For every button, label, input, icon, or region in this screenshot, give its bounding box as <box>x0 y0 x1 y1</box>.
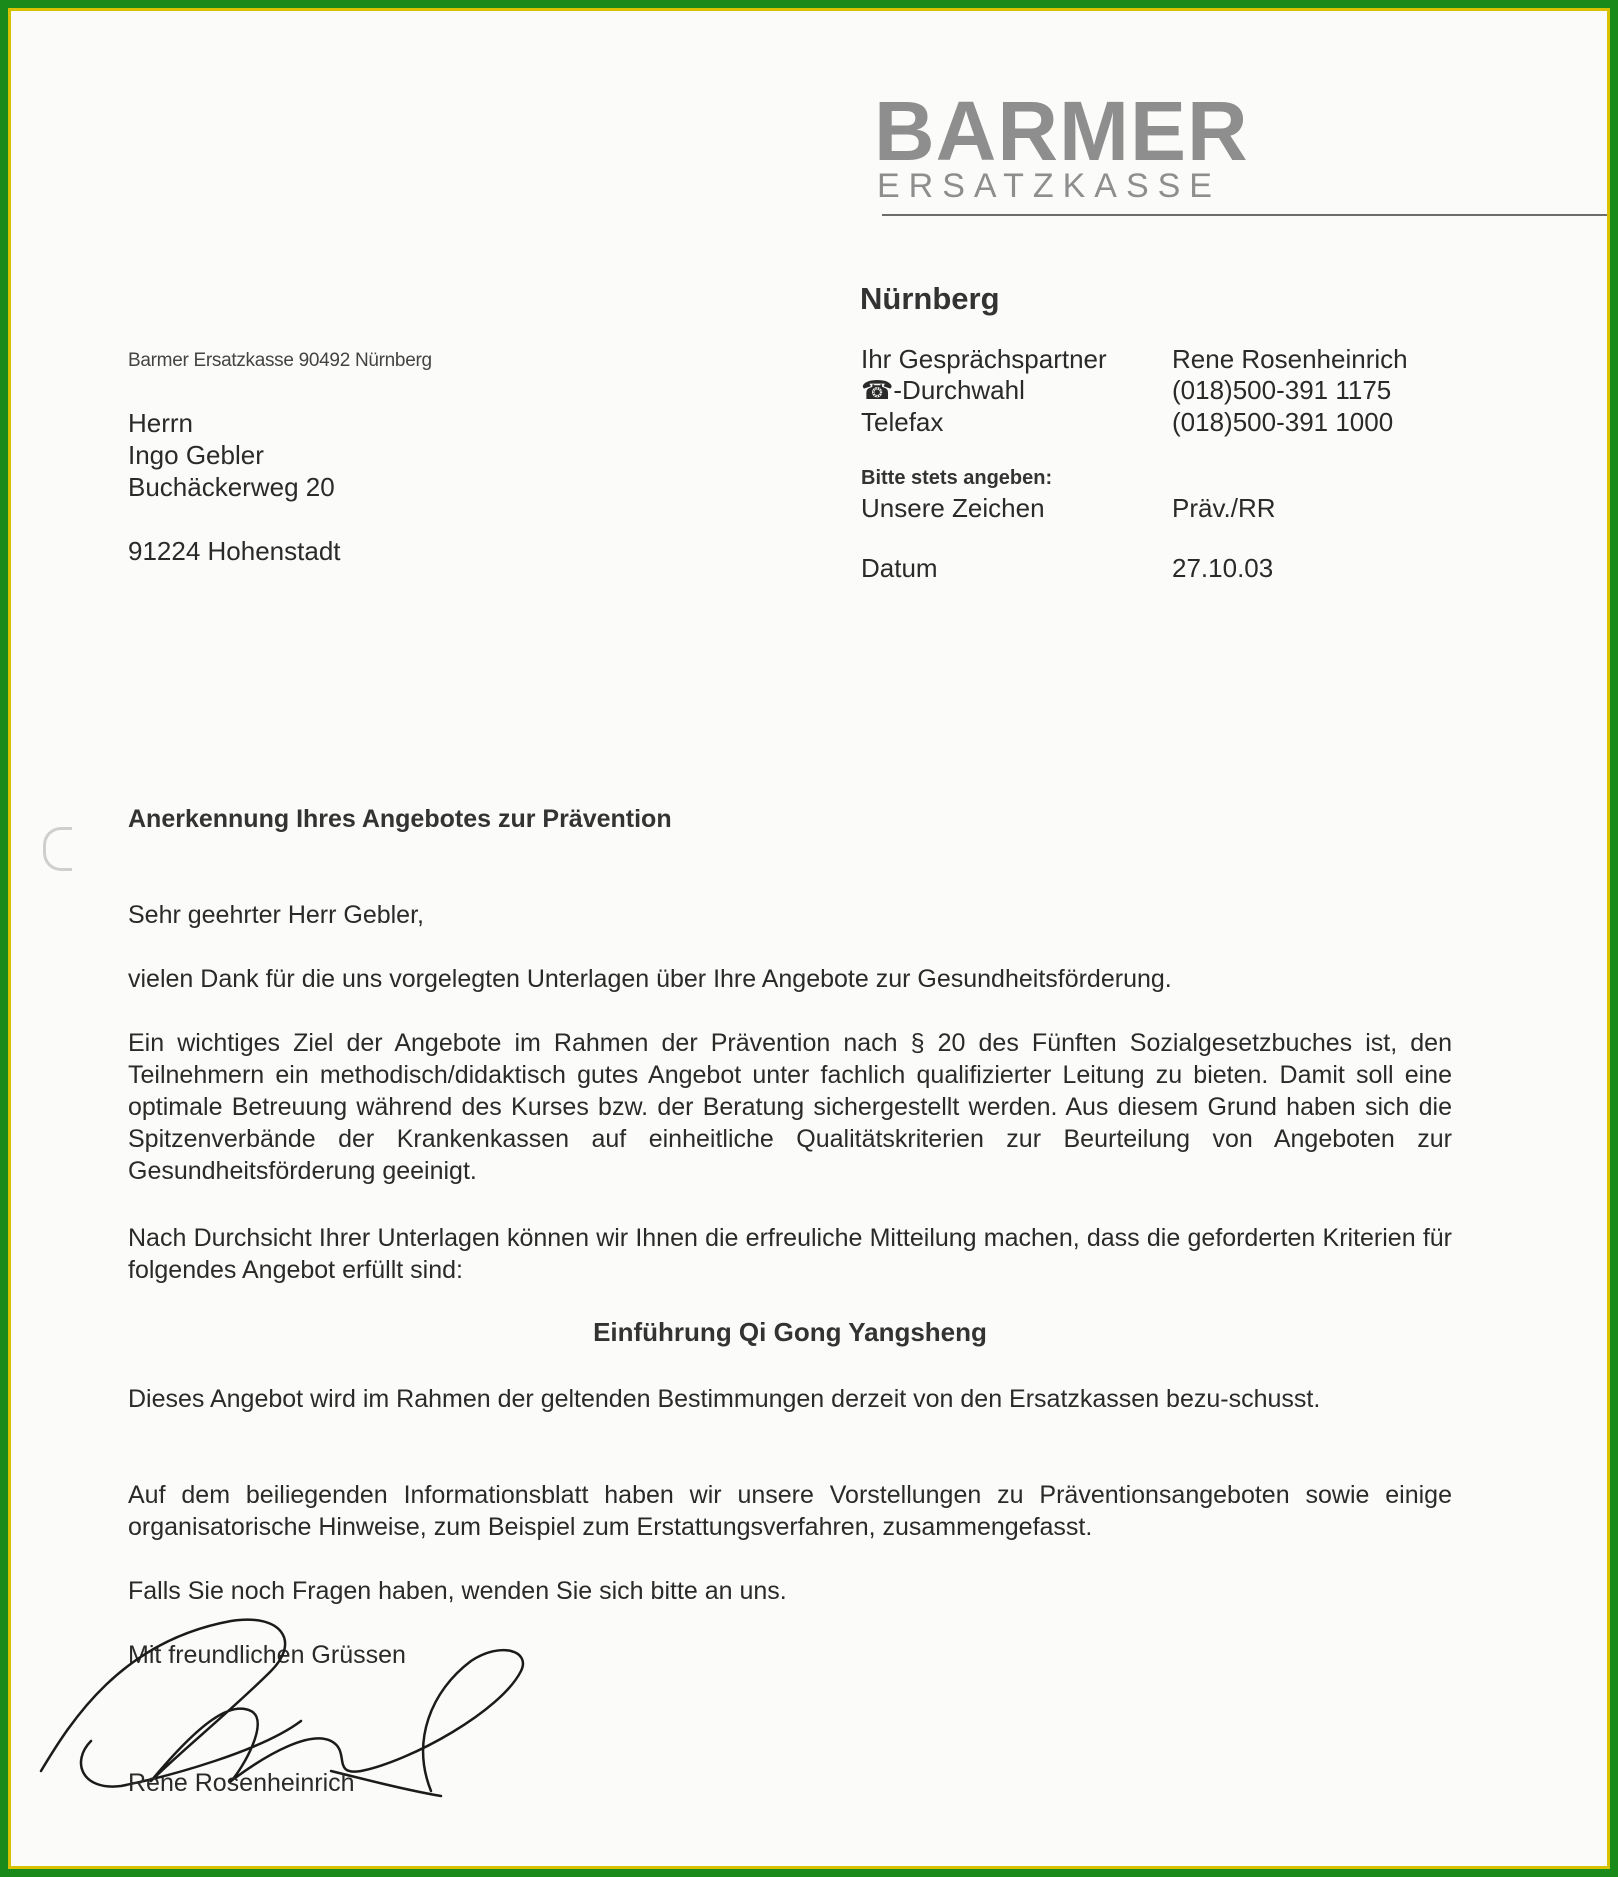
contact-label-phone: ☎-Durchwahl <box>861 375 1025 405</box>
paragraph-goal: Ein wichtiges Ziel der Angebote im Rahmen der Prävention nach § 20 des Fünften Sozialgesetzbuches ist, den Teilnehmern ein methodisch/didaktisch gutes Angebot unter fachlich qualifizierter Leitung zu bieten. Damit soll eine optimale Betreuung während des Kurses bzw. der Beratung sichergestellt werden. Aus diesem Grund haben sich die Spitzenverbände der Krankenkassen auf einheitliche Qualitätskriterien zur Beurteilung von Angeboten zur Gesundheitsförderung geeinigt. <box>128 1029 1452 1185</box>
logo-ersatzkasse: ERSATZKASSE <box>877 167 1221 205</box>
reference-zeichen-label: Unsere Zeichen <box>861 493 1045 523</box>
sender-return-address: Barmer Ersatzkasse 90492 Nürnberg <box>128 350 432 371</box>
recipient-street: Buchäckerweg 20 <box>128 472 335 502</box>
contact-value-phone: (018)500-391 1175 <box>1172 375 1392 405</box>
recipient-name: Ingo Gebler <box>128 440 264 470</box>
paragraph-thanks: vielen Dank für die uns vorgelegten Unterlagen über Ihre Angebote zur Gesundheitsförderung. <box>128 965 1172 993</box>
contact-label-partner: Ihr Gesprächspartner <box>861 344 1107 374</box>
paragraph-info-sheet: Auf dem beiliegenden Informationsblatt haben wir unsere Vorstellungen zu Präventionsangeboten sowie einige organisatorische Hinweise, zum Beispiel zum Erstattungsverfahren, zusammengefasst. <box>128 1481 1452 1541</box>
recipient-city: 91224 Hohenstadt <box>128 536 341 566</box>
paragraph-questions: Falls Sie noch Fragen haben, wenden Sie sich bitte an uns. <box>128 1577 787 1605</box>
closing: Mit freundlichen Grüssen <box>128 1641 406 1669</box>
paragraph-subsidy: Dieses Angebot wird im Rahmen der geltenden Bestimmungen derzeit von den Ersatzkassen bezu-schusst. <box>128 1385 1321 1413</box>
date-value: 27.10.03 <box>1172 553 1274 583</box>
letter-page <box>8 8 1610 1869</box>
office-city: Nürnberg <box>860 281 1000 316</box>
greeting: Sehr geehrter Herr Gebler, <box>128 901 424 929</box>
recipient-salutation: Herrn <box>128 408 194 438</box>
date-label: Datum <box>861 553 938 583</box>
letterhead-rule <box>882 214 1610 216</box>
reference-note: Bitte stets angeben: <box>861 467 1053 489</box>
signer-name: Rene Rosenheinrich <box>128 1769 355 1797</box>
contact-label-fax: Telefax <box>861 407 944 437</box>
logo-barmer: BARMER <box>874 84 1249 178</box>
reference-zeichen-value: Präv./RR <box>1172 493 1276 523</box>
punch-mark <box>43 827 72 871</box>
contact-value-partner: Rene Rosenheinrich <box>1172 344 1408 374</box>
course-title: Einführung Qi Gong Yangsheng <box>593 1317 987 1347</box>
paragraph-criteria: Nach Durchsicht Ihrer Unterlagen können wir Ihnen die erfreuliche Mitteilung machen, dass die geforderten Kriterien für folgendes Angebot erfüllt sind: <box>128 1224 1452 1284</box>
contact-value-fax: (018)500-391 1000 <box>1172 407 1394 437</box>
letter-subject: Anerkennung Ihres Angebotes zur Prävention <box>128 805 672 833</box>
